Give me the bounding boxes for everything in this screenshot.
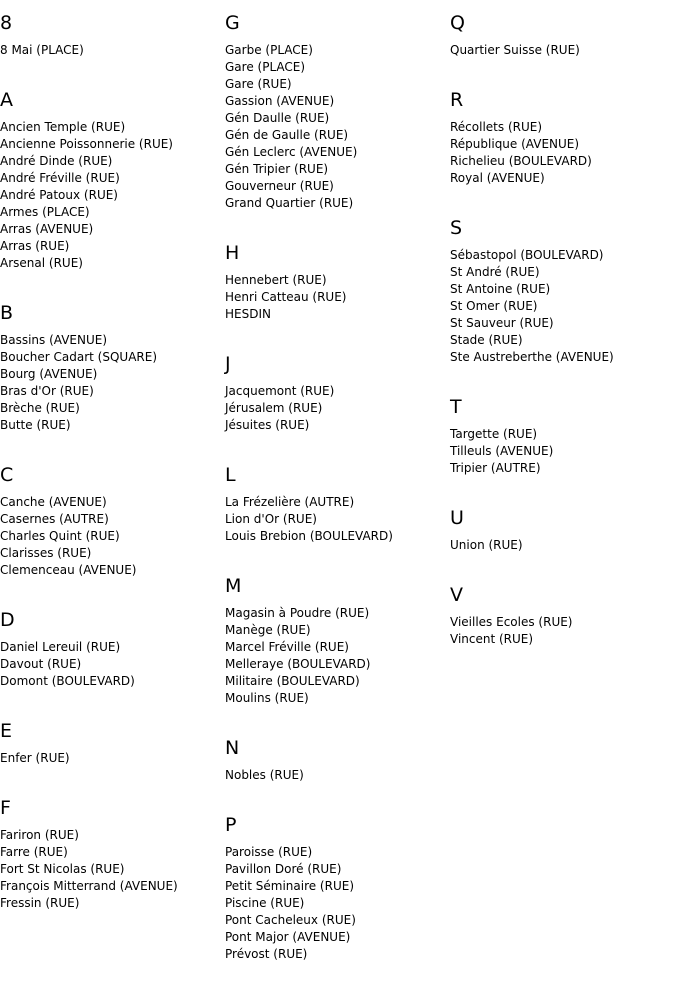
street-link[interactable]: Clarisses (RUE) (0, 546, 92, 560)
index-column (225, 0, 445, 981)
street-link[interactable]: Farre (RUE) (0, 845, 68, 859)
group-spacer (450, 59, 675, 77)
letter-heading: P (225, 814, 237, 836)
letter-heading: R (450, 89, 464, 111)
street-link[interactable]: Henri Catteau (RUE) (225, 290, 347, 304)
street-link[interactable]: Gare (RUE) (225, 77, 292, 91)
street-link[interactable]: Casernes (AUTRE) (0, 512, 109, 526)
group-spacer (450, 187, 675, 205)
street-link[interactable]: Davout (RUE) (0, 657, 82, 671)
street-link[interactable]: Pont Major (AVENUE) (225, 930, 351, 944)
street-link[interactable]: Grand Quartier (RUE) (225, 196, 354, 210)
letter-group (0, 609, 220, 708)
group-spacer (225, 963, 445, 981)
letter-heading: M (225, 575, 242, 597)
street-link[interactable]: Magasin à Poudre (RUE) (225, 606, 370, 620)
street-link[interactable]: Lion d'Or (RUE) (225, 512, 317, 526)
street-link[interactable]: Louis Brebion (BOULEVARD) (225, 529, 393, 543)
street-link[interactable]: Pavillon Doré (RUE) (225, 862, 342, 876)
street-link[interactable]: Gouverneur (RUE) (225, 179, 334, 193)
street-link[interactable]: Prévost (RUE) (225, 947, 308, 961)
street-link[interactable]: André Fréville (RUE) (0, 171, 120, 185)
street-link[interactable]: Enfer (RUE) (0, 751, 70, 765)
street-link[interactable]: Tilleuls (AVENUE) (450, 444, 554, 458)
street-link[interactable]: Ancienne Poissonnerie (RUE) (0, 137, 173, 151)
letter-group (0, 464, 220, 597)
street-link[interactable]: Butte (RUE) (0, 418, 71, 432)
street-link[interactable]: André Dinde (RUE) (0, 154, 113, 168)
letter-heading: Q (450, 12, 465, 34)
street-link[interactable]: Fariron (RUE) (0, 828, 79, 842)
street-link[interactable]: Brèche (RUE) (0, 401, 80, 415)
street-link[interactable]: Daniel Lereuil (RUE) (0, 640, 121, 654)
letter-group (0, 12, 220, 77)
letter-group (450, 12, 675, 77)
letter-group (450, 89, 675, 205)
letter-group (0, 720, 220, 785)
letter-heading: B (0, 302, 14, 324)
street-link[interactable]: Gén Leclerc (AVENUE) (225, 145, 358, 159)
letter-group (225, 464, 445, 563)
letter-heading: T (450, 396, 462, 418)
letter-heading: D (0, 609, 15, 631)
street-link[interactable]: Jésuites (RUE) (225, 418, 310, 432)
street-link[interactable]: St André (RUE) (450, 265, 540, 279)
street-link[interactable]: Gare (PLACE) (225, 60, 306, 74)
street-link[interactable]: Jacquemont (RUE) (225, 384, 335, 398)
street-link[interactable]: Melleraye (BOULEVARD) (225, 657, 371, 671)
letter-group (0, 89, 220, 290)
letter-group (450, 507, 675, 572)
street-link[interactable]: Charles Quint (RUE) (0, 529, 120, 543)
street-link[interactable]: Fressin (RUE) (0, 896, 80, 910)
group-spacer (225, 212, 445, 230)
group-spacer (450, 366, 675, 384)
letter-heading: N (225, 737, 240, 759)
street-link[interactable]: St Omer (RUE) (450, 299, 538, 313)
street-link[interactable]: 8 Mai (PLACE) (0, 43, 84, 57)
group-spacer (225, 323, 445, 341)
street-link[interactable]: St Sauveur (RUE) (450, 316, 554, 330)
street-link[interactable]: Arras (RUE) (0, 239, 70, 253)
street-link[interactable]: Clemenceau (AVENUE) (0, 563, 137, 577)
street-link[interactable]: Militaire (BOULEVARD) (225, 674, 360, 688)
letter-heading: 8 (0, 12, 13, 34)
group-spacer (0, 912, 220, 930)
letter-group (0, 302, 220, 452)
group-spacer (225, 707, 445, 725)
street-link[interactable]: Richelieu (BOULEVARD) (450, 154, 592, 168)
letter-group (225, 814, 445, 981)
street-link[interactable]: La Frézelière (AUTRE) (225, 495, 355, 509)
street-link[interactable]: Bassins (AVENUE) (0, 333, 108, 347)
letter-heading: S (450, 217, 463, 239)
street-link[interactable]: Arsenal (RUE) (0, 256, 83, 270)
street-link[interactable]: Tripier (AUTRE) (450, 461, 541, 475)
letter-group (225, 575, 445, 725)
street-link[interactable]: Garbe (PLACE) (225, 43, 313, 57)
letter-heading: L (225, 464, 236, 486)
street-link[interactable]: Sébastopol (BOULEVARD) (450, 248, 604, 262)
letter-group (0, 797, 220, 930)
letter-group (450, 396, 675, 495)
letter-heading: V (450, 584, 463, 606)
group-spacer (0, 690, 220, 708)
street-link[interactable]: Manège (RUE) (225, 623, 311, 637)
group-spacer (450, 554, 675, 572)
group-spacer (0, 434, 220, 452)
group-spacer (225, 784, 445, 802)
street-link[interactable]: Union (RUE) (450, 538, 523, 552)
index-column (0, 0, 220, 930)
group-spacer (225, 545, 445, 563)
street-link[interactable]: Vieilles Ecoles (RUE) (450, 615, 573, 629)
street-link[interactable]: Marcel Fréville (RUE) (225, 640, 349, 654)
street-link[interactable]: Gén Tripier (RUE) (225, 162, 329, 176)
street-link[interactable]: Bras d'Or (RUE) (0, 384, 94, 398)
street-link[interactable]: Canche (AVENUE) (0, 495, 107, 509)
street-link[interactable]: Bourg (AVENUE) (0, 367, 98, 381)
street-link[interactable]: Domont (BOULEVARD) (0, 674, 135, 688)
group-spacer (0, 59, 220, 77)
street-link[interactable]: Fort St Nicolas (RUE) (0, 862, 125, 876)
group-spacer (0, 767, 220, 785)
letter-group (225, 353, 445, 452)
group-spacer (450, 648, 675, 666)
street-link[interactable]: Nobles (RUE) (225, 768, 304, 782)
street-link[interactable]: Arras (AVENUE) (0, 222, 94, 236)
street-link[interactable]: Armes (PLACE) (0, 205, 90, 219)
street-link[interactable]: Ancien Temple (RUE) (0, 120, 126, 134)
index-column (450, 0, 675, 666)
street-link[interactable]: Quartier Suisse (RUE) (450, 43, 580, 57)
letter-heading: C (0, 464, 14, 486)
street-link[interactable]: Paroisse (RUE) (225, 845, 313, 859)
letter-group (225, 12, 445, 230)
street-link[interactable]: Pont Cacheleux (RUE) (225, 913, 356, 927)
letter-heading: G (225, 12, 240, 34)
street-link[interactable]: Stade (RUE) (450, 333, 523, 347)
street-link[interactable]: François Mitterrand (AVENUE) (0, 879, 178, 893)
street-link[interactable]: St Antoine (RUE) (450, 282, 551, 296)
street-link[interactable]: Piscine (RUE) (225, 896, 305, 910)
letter-heading: H (225, 242, 240, 264)
street-link[interactable]: Gén de Gaulle (RUE) (225, 128, 349, 142)
group-spacer (450, 477, 675, 495)
street-link[interactable]: Petit Séminaire (RUE) (225, 879, 354, 893)
letter-heading: F (0, 797, 11, 819)
street-link[interactable]: Moulins (RUE) (225, 691, 309, 705)
street-link[interactable]: Hennebert (RUE) (225, 273, 327, 287)
letter-heading: J (225, 353, 231, 375)
letter-heading: E (0, 720, 13, 742)
street-link[interactable]: Gén Daulle (RUE) (225, 111, 330, 125)
street-link[interactable]: André Patoux (RUE) (0, 188, 118, 202)
letter-group (450, 584, 675, 666)
letter-heading: U (450, 507, 464, 529)
street-link[interactable]: Récollets (RUE) (450, 120, 543, 134)
street-link[interactable]: Boucher Cadart (SQUARE) (0, 350, 158, 364)
letter-group (225, 242, 445, 341)
letter-heading: A (0, 89, 13, 111)
street-link[interactable]: Targette (RUE) (450, 427, 538, 441)
group-spacer (225, 434, 445, 452)
street-link[interactable]: HESDIN (225, 307, 271, 321)
street-link[interactable]: Jérusalem (RUE) (225, 401, 323, 415)
letter-group (450, 217, 675, 384)
street-link[interactable]: Royal (AVENUE) (450, 171, 545, 185)
letter-group (225, 737, 445, 802)
street-link[interactable]: République (AVENUE) (450, 137, 580, 151)
street-link[interactable]: Ste Austreberthe (AVENUE) (450, 350, 614, 364)
group-spacer (0, 272, 220, 290)
group-spacer (0, 579, 220, 597)
street-link[interactable]: Gassion (AVENUE) (225, 94, 335, 108)
street-link[interactable]: Vincent (RUE) (450, 632, 534, 646)
